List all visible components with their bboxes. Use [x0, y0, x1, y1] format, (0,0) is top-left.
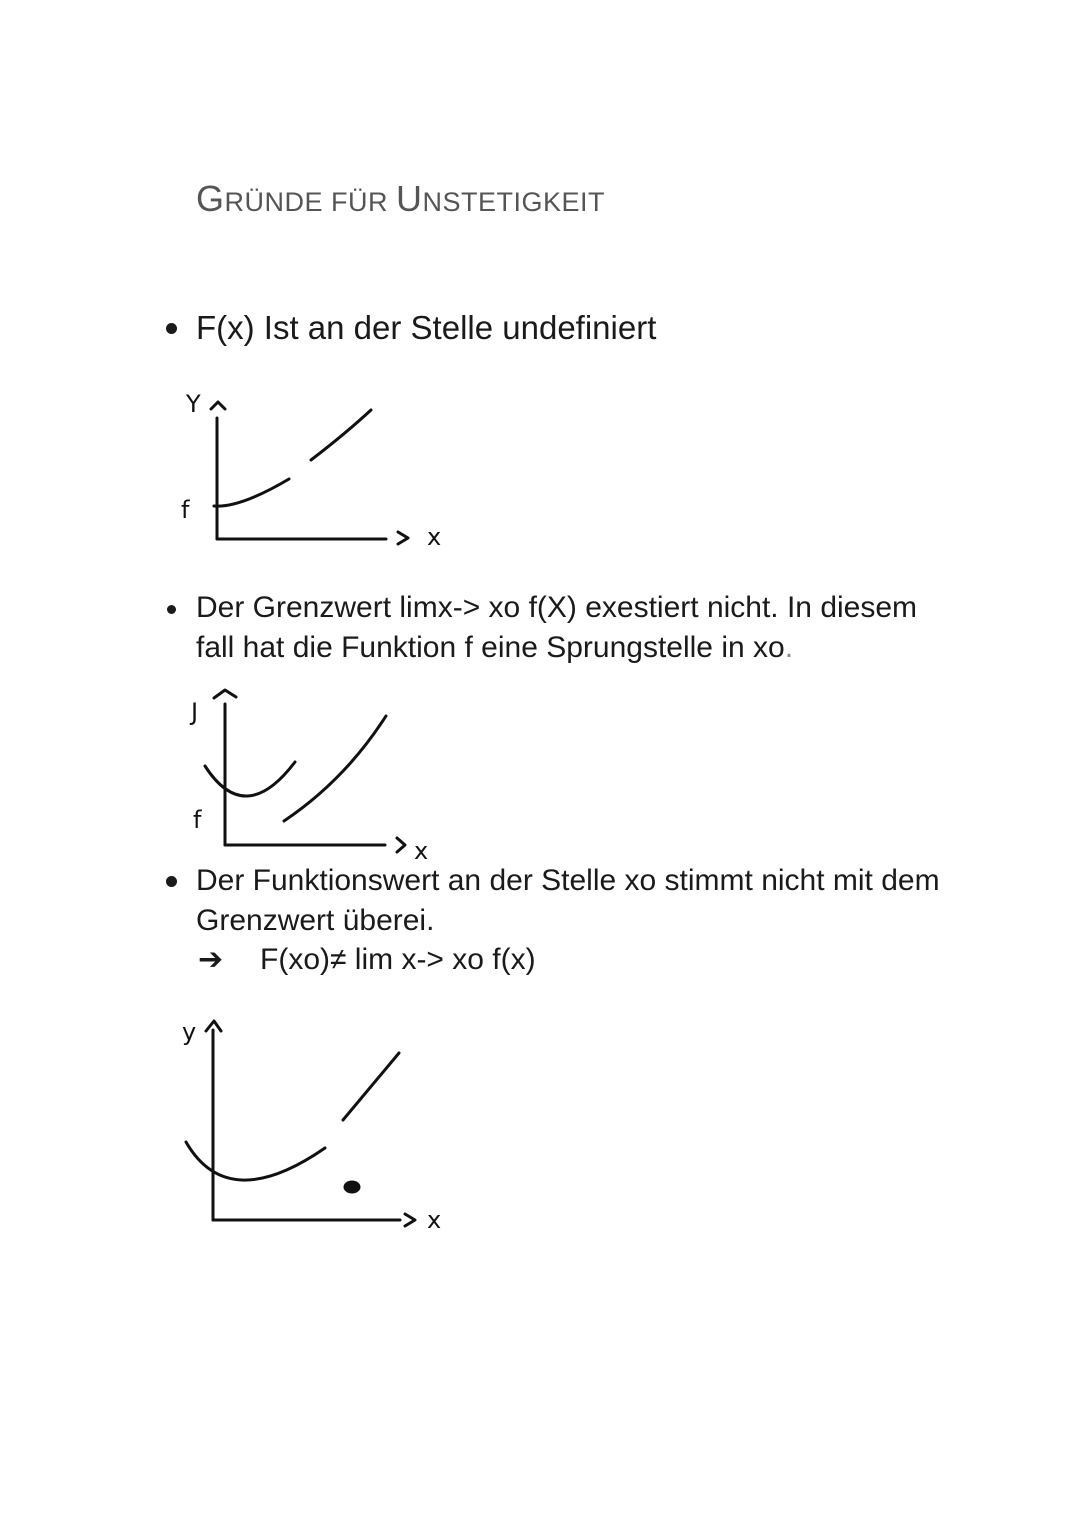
y-axis-label: J — [191, 698, 199, 726]
bullet-text-line-2: Grenzwert überei. — [196, 904, 435, 937]
f-label: f — [193, 806, 202, 834]
x-axis-label: x — [414, 837, 429, 865]
title-initial-u: U — [396, 178, 423, 219]
y-axis-label: y — [182, 1018, 197, 1046]
x-axis-label: x — [427, 1206, 442, 1234]
y-axis-arrowhead — [211, 402, 225, 409]
title-part-2: NSTETIGKEIT — [422, 187, 606, 217]
curve-right — [284, 716, 386, 821]
sketch-jump-graph — [189, 690, 428, 865]
arrow-right-icon: ➔ — [198, 943, 224, 976]
sketch-undefined-graph — [181, 390, 441, 551]
y-axis-arrowhead — [214, 690, 236, 698]
bullet-text-line-1: Der Grenzwert limx-> xo f(X) exestiert nicht. In diesem — [196, 591, 918, 624]
function-value-point — [344, 1181, 360, 1193]
title-initial-g: G — [196, 178, 225, 219]
curve-left — [186, 1142, 325, 1180]
x-axis-arrowhead — [398, 532, 408, 544]
bullet-text-line-2: fall hat die Funktion f eine Sprungstelle in xo — [196, 631, 785, 664]
y-axis-label: Y — [186, 390, 201, 418]
curve-left — [205, 762, 295, 796]
curve-right — [311, 410, 371, 460]
formula-text: F(xo)≠ lim x-> xo f(x) — [260, 943, 536, 976]
title-part-1: RÜNDE FÜR — [224, 187, 397, 217]
curve-left — [214, 479, 289, 506]
bullet-period: . — [784, 631, 794, 664]
f-label: f — [181, 496, 190, 524]
x-axis-arrowhead — [397, 838, 405, 852]
bullet-text-line-1: Der Funktionswert an der Stelle xo stimmt nicht mit dem — [196, 864, 940, 897]
x-axis-label: x — [427, 523, 442, 551]
x-axis-arrowhead — [405, 1214, 415, 1226]
sketch-removable-graph — [182, 1018, 441, 1234]
bullet-text: F(x) Ist an der Stelle undefiniert — [196, 309, 657, 346]
curve-right — [343, 1053, 399, 1120]
